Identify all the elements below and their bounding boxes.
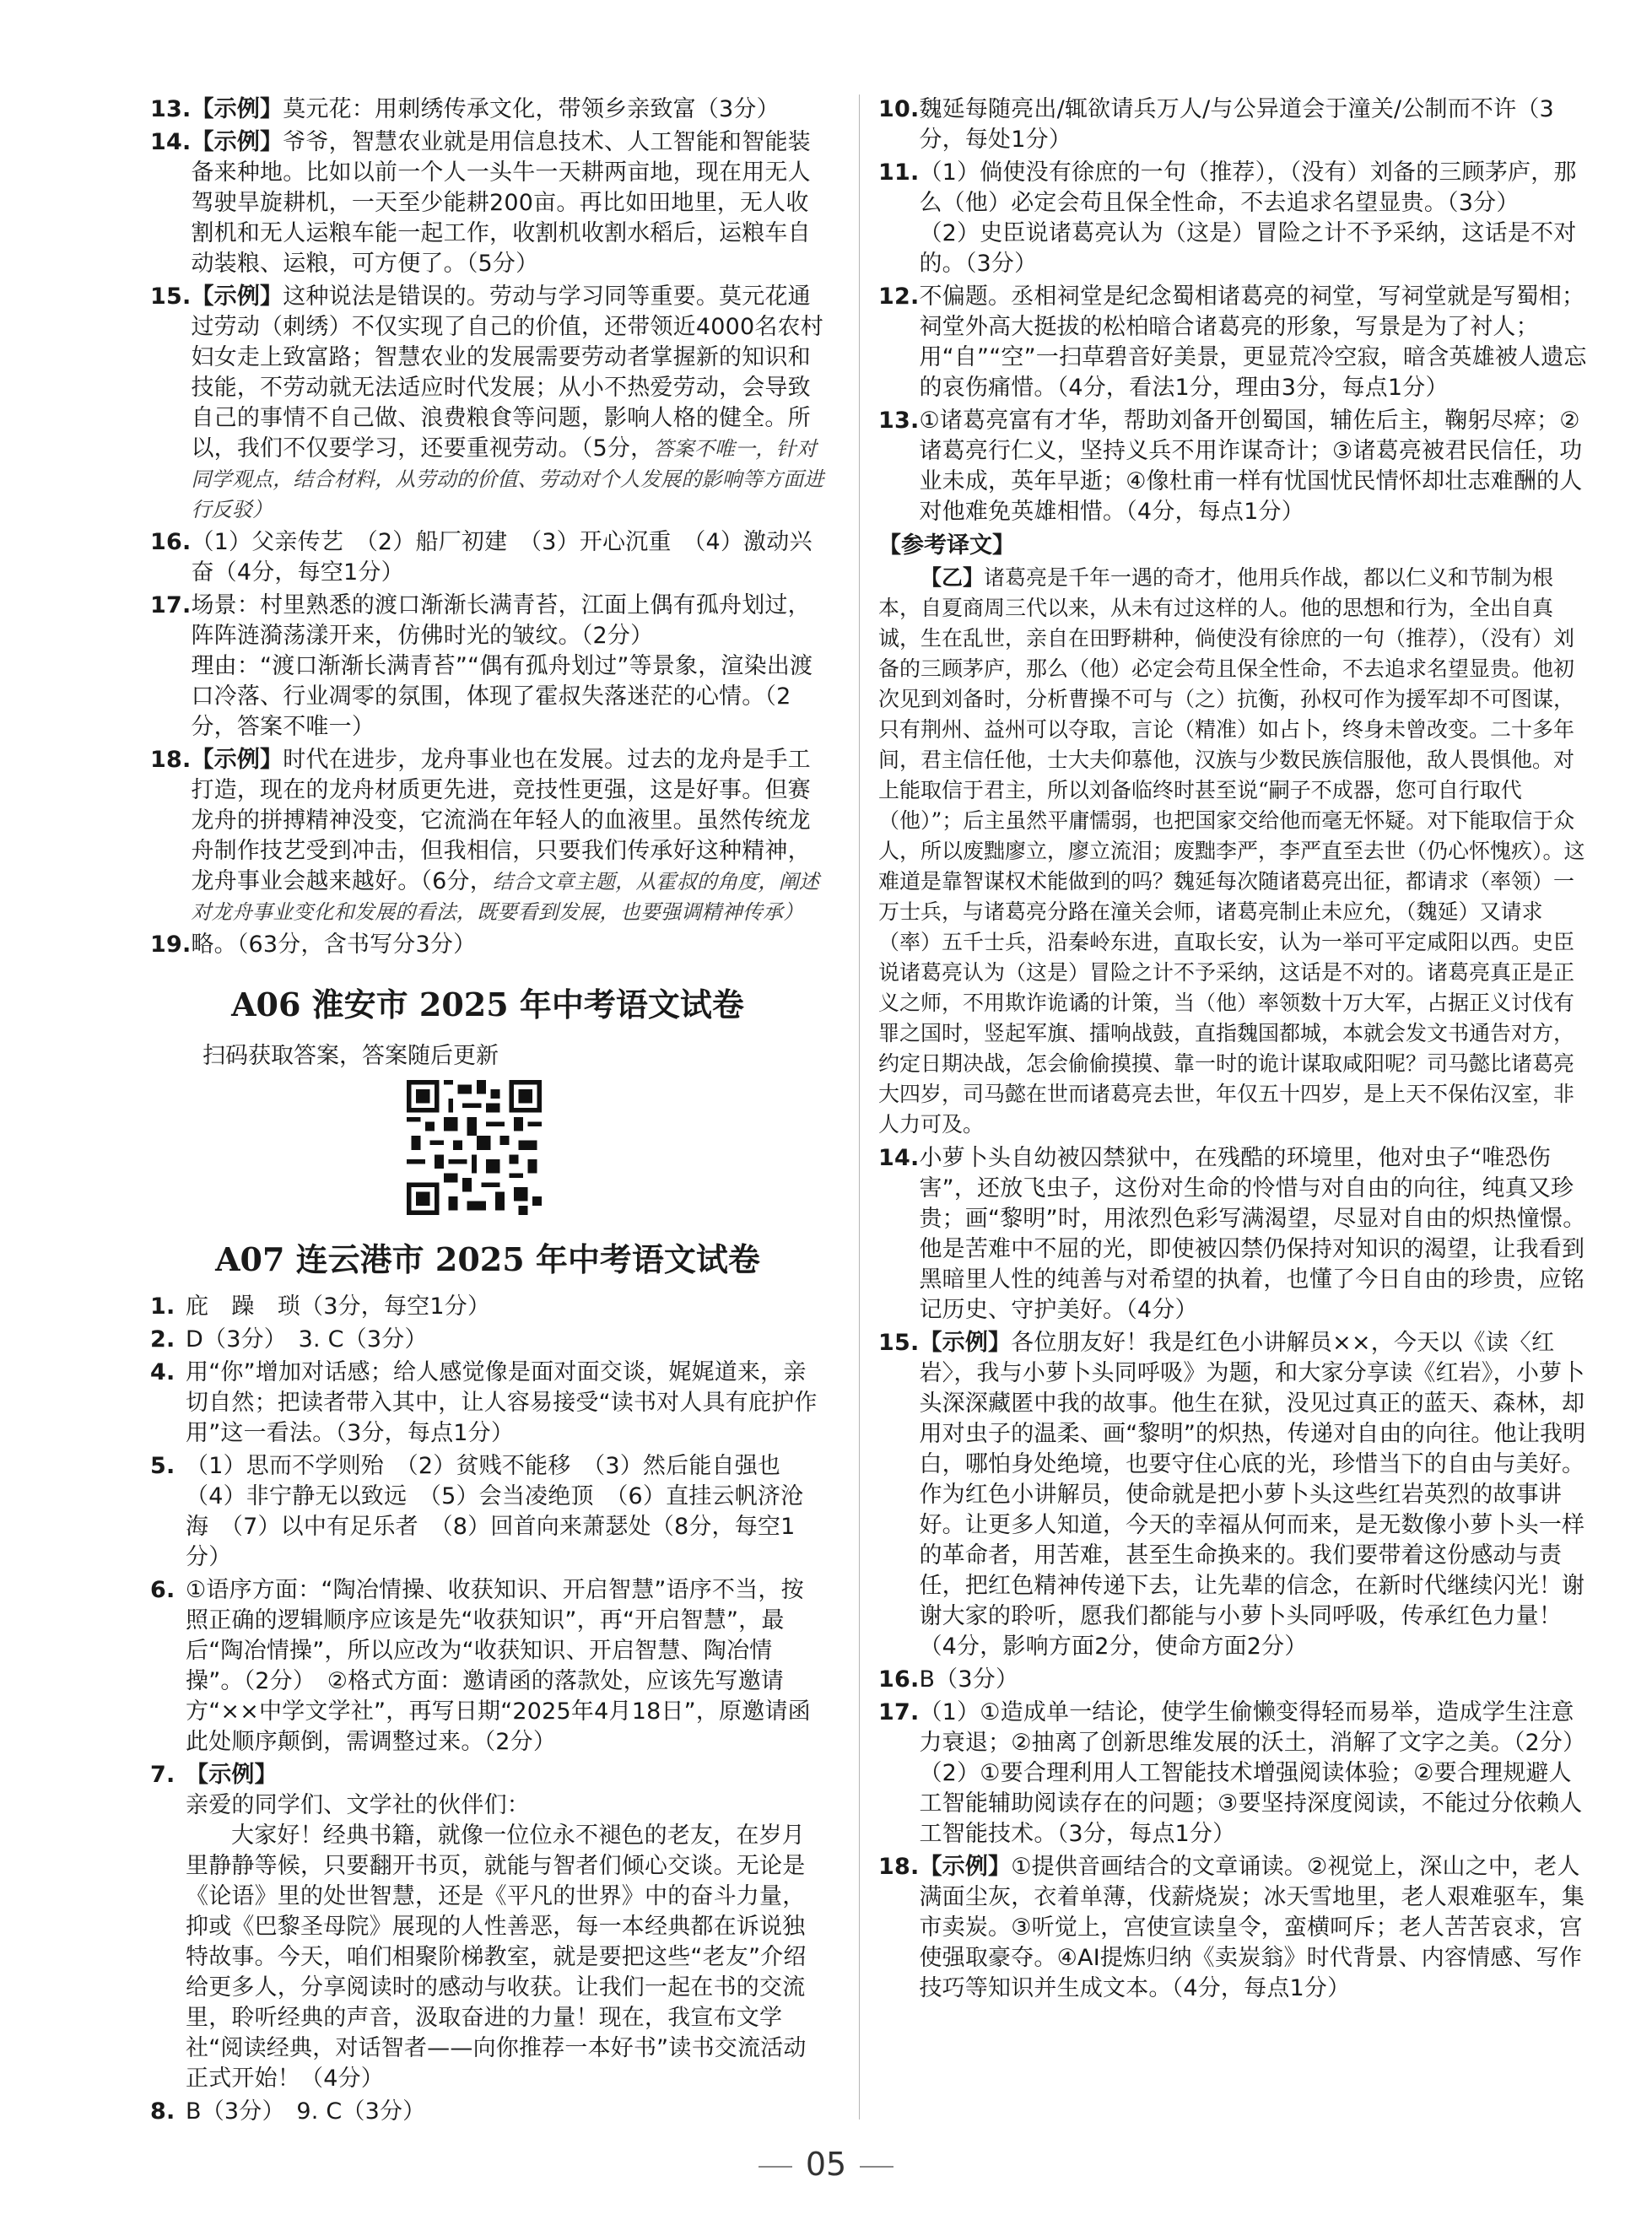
answer-text: ①提供音画结合的文章诵读。②视觉上，深山之中，老人满面尘灰，衣着单薄，伐薪烧炭；冰天雪地里，老人艰难驱车，集市卖炭。③听觉上，宫使宣读皇令，蛮横呵斥；老人苦苦哀求，宫使强取豪夺。④AI提炼归纳《卖炭翁》时代背景、内容情感、写作技巧等知识并生成文本。（4分，每点1分）	[919, 1854, 1585, 2001]
answer-text: 庇 躁 琐（3分，每空1分）	[186, 1293, 491, 1320]
answer-number: 8.	[150, 2098, 175, 2125]
answer-body	[191, 282, 825, 525]
scoring-note: 结合文章主题，从霍叔的角度，阐述对龙舟事业变化和发展的看法，既要看到发展，也要强调精神传承）	[191, 870, 820, 924]
answer-body	[191, 745, 825, 927]
example-tag: 【示例】	[186, 1762, 278, 1788]
answer-number: 15.	[878, 1330, 920, 1356]
answer-text: 时代在进步，龙舟事业也在发展。过去的龙舟是手工打造，现在的龙舟材质更先进，竞技性更强，这是好事。但赛龙舟的拼搏精神没变，它流淌在年轻人的血液里。虽然传统龙舟制作技艺受到冲击，但我相信，只要我们传承好这种精神，龙舟事业会越来越好。（6分，	[191, 747, 811, 894]
answer-number: 19.	[150, 932, 192, 958]
answer-number: 18.	[150, 747, 192, 773]
page-number	[0, 2146, 1652, 2183]
answer-item	[878, 282, 1589, 403]
answer-body	[191, 591, 825, 742]
answer-body	[191, 930, 825, 960]
answer-number: 17.	[878, 1699, 920, 1725]
footer-dash-right	[860, 2166, 893, 2168]
answer-item	[878, 158, 1589, 279]
answer-item	[878, 1852, 1589, 2004]
answer-body	[186, 1451, 825, 1573]
answer-body	[919, 1852, 1589, 2004]
answer-body	[186, 1325, 825, 1355]
answer-subtext: （2）史臣说诸葛亮认为（这是）冒险之计不予采纳，这话是不对的。（3分）	[919, 220, 1577, 277]
answer-text: 场景：村里熟悉的渡口渐渐长满青苔，江面上偶有孤舟划过，阵阵涟漪荡漾开来，仿佛时光的皱纹。（2分）	[191, 592, 811, 649]
answer-text: 魏延每随亮出/辄欲请兵万人/与公异道会于潼关/公制而不许（3分，每处1分）	[919, 96, 1554, 153]
section-title-a06: A06 淮安市 2025 年中考语文试卷	[231, 986, 744, 1023]
answer-number: 17.	[150, 592, 192, 618]
answer-item	[878, 1143, 1589, 1326]
answer-item	[150, 527, 825, 588]
page-number-text: 05	[805, 2146, 847, 2183]
answer-text: 莫元花：用刺绣传承文化，带领乡亲致富（3分）	[283, 96, 780, 122]
answer-item	[150, 1325, 825, 1355]
answer-subtext: 理由：“渡口渐渐长满青苔”“偶有孤舟划过”等景象，渲染出渡口冷落、行业凋零的氛围，体现了霍叔失落迷茫的心情。（2分，答案不唯一）	[191, 653, 813, 740]
answer-body	[919, 1143, 1589, 1326]
translation-text: 诸葛亮是千年一遇的奇才，他用兵作战，都以仁义和节制为根本，自夏商周三代以来，从未有过这样的人。他的思想和行为，全出自真诚，生在乱世，亲自在田野耕种，倘使没有徐庶的一句（推荐），（没有）刘备的三顾茅庐，那么（他）必定会苟且保全性命，不去追求名望显贵。他初次见到刘备时，分析曹操不可与（之）抗衡，孙权可作为援军却不可图谋，只有荆州、益州可以夺取，言论（精准）如占卜，终身未曾改变。二十多年间，君主信任他，士大夫仰慕他，汉族与少数民族信服他，敌人畏惧他。对上能取信于君主，所以刘备临终时甚至说“嗣子不成器，您可自行取代（他）”；后主虽然平庸懦弱，也把国家交给他而毫无怀疑。对下能取信于众人，所以废黜廖立，廖立流泪；废黜李严，李严直至去世（仍心怀愧疚）。这难道是靠智谋权术能做到的吗？魏延每次随诸葛亮出征，都请求（率领）一万士兵，与诸葛亮分路在潼关会师，诸葛亮制止未应允，（魏延）又请求（率）五千士兵，沿秦岭东进，直取长安，认为一举可平定咸阳以西。史臣说诸葛亮认为（这是）冒险之计不予采纳，这话是不对的。诸葛亮真正是正义之师，不用欺诈诡谲的计策，当（他）率领数十万大军，占据正义讨伐有罪之国时，竖起军旗、擂响战鼓，直指魏国都城，本就会发文书通告对方，约定日期决战，怎会偷偷摸摸、靠一时的诡计谋取咸阳呢？司马懿比诸葛亮大四岁，司马懿在世而诸葛亮去世，年仅五十四岁，是上天不保佑汉室，非人力可及。	[878, 565, 1585, 1137]
answer-text: 略。（63分，含书写分3分）	[191, 932, 477, 958]
answer-item	[150, 591, 825, 742]
answer-text: 这种说法是错误的。劳动与学习同等重要。莫元花通过劳动（刺绣）不仅实现了自己的价值，还带领近4000名农村妇女走上致富路；智慧农业的发展需要劳动者掌握新的知识和技能，不劳动就无法适应时代发展；从小不热爱劳动，会导致自己的事情不自己做、浪费粮食等问题，影响人格的健全。所以，我们不仅要学习，还要重视劳动。（5分，	[191, 284, 823, 462]
answer-body	[191, 127, 825, 279]
answer-text: B（3分） 9. C（3分）	[186, 2098, 426, 2125]
answer-text: D（3分） 3. C（3分）	[186, 1326, 428, 1353]
example-tag: 【示例】	[191, 129, 283, 155]
answer-body	[919, 1328, 1589, 1662]
answer-item	[150, 1451, 825, 1573]
answer-text: 爷爷，智慧农业就是用信息技术、人工智能和智能装备来种地。比如以前一个人一头牛一天耕两亩地，现在用无人驾驶旱旋耕机，一天至少能耕200亩。再比如田地里，无人收割机和无人运粮车能一起工作，收割机收割水稻后，运粮车自动装粮、运粮，可方便了。（5分）	[191, 129, 811, 277]
answer-body	[919, 1698, 1589, 1850]
answer-item	[150, 1358, 825, 1449]
answer-number: 18.	[878, 1854, 920, 1880]
left-column	[150, 94, 825, 2130]
reference-translation	[878, 563, 1589, 1140]
answer-body	[919, 158, 1589, 279]
letter-greeting: 亲爱的同学们、文学社的伙伴们：	[186, 1792, 530, 1818]
answer-number: 5.	[150, 1453, 175, 1479]
answer-body	[186, 1575, 825, 1758]
answers-classical	[878, 94, 1589, 527]
answer-text: （1）①造成单一结论，使学生偷懒变得轻而易举，造成学生注意力衰退；②抽离了创新思维发展的沃土，消解了文字之美。（2分）	[919, 1699, 1586, 1756]
translation-tag: 【乙】	[920, 565, 985, 590]
answer-number: 12.	[878, 284, 920, 310]
answer-item	[878, 1328, 1589, 1662]
reference-translation-heading: 【参考译文】	[878, 532, 1015, 559]
answer-text: B（3分）	[919, 1666, 1019, 1693]
answer-number: 13.	[878, 408, 920, 434]
qr-code[interactable]	[407, 1080, 542, 1215]
example-tag: 【示例】	[919, 1854, 1012, 1880]
answer-body	[186, 1292, 825, 1322]
answer-number: 14.	[878, 1145, 920, 1171]
answer-text: 各位朋友好！我是红色小讲解员××，今天以《读〈红岩〉，我与小萝卜头同呼吸》为题，和大家分享读《红岩》，小萝卜头深深藏匿中我的故事。他生在狱，没见过真正的蓝天、森林，却用对虫子的温柔、画“黎明”的炽热，传递对自由的向往。他让我明白，哪怕身处绝境，也要守住心底的光，珍惜当下的自由与美好。作为红色小讲解员，使命就是把小萝卜头这些红岩英烈的故事讲好。让更多人知道，今天的幸福从何而来，是无数像小萝卜头一样的革命者，用苦难，甚至生命换来的。我们要带着这份感动与责任，把红色精神传递下去，让先辈的信念，在新时代继续闪光！谢谢大家的聆听，愿我们都能与小萝卜头同呼吸，传承红色力量！（4分，影响方面2分，使命方面2分）	[919, 1330, 1586, 1660]
answer-item	[878, 94, 1589, 155]
answer-7	[150, 1760, 825, 2094]
answer-number: 10.	[878, 96, 920, 122]
example-tag: 【示例】	[191, 284, 283, 310]
answer-number: 16.	[878, 1666, 920, 1693]
answer-text: （1）倘使没有徐庶的一句（推荐），（没有）刘备的三顾茅庐，那么（他）必定会苟且保全性命，不去追求名望显贵。（3分）	[919, 159, 1577, 216]
answer-item	[150, 1292, 825, 1322]
answer-number: 1.	[150, 1293, 175, 1320]
answer-8	[150, 2097, 825, 2127]
answer-item	[150, 745, 825, 927]
answer-item	[150, 127, 825, 279]
answer-number: 14.	[150, 129, 192, 155]
answer-text: （1）思而不学则殆 （2）贫贱不能移 （3）然后能自强也 （4）非宁静无以致远 （5）会当凌绝顶 （6）直挂云帆济沧海 （7）以中有足乐者 （8）回首向来萧瑟处（8分，每空1分）	[186, 1453, 804, 1570]
answers-a05-tail	[150, 94, 825, 960]
answer-body	[919, 94, 1589, 155]
answer-item	[878, 406, 1589, 527]
answer-number: 4.	[150, 1359, 175, 1385]
answer-body	[191, 94, 825, 125]
right-column	[859, 94, 1589, 2120]
scoring-note: 答案不唯一，针对同学观点，结合材料，从劳动的价值、劳动对个人发展的影响等方面进行反驳）	[191, 437, 824, 521]
answer-item	[150, 1575, 825, 1758]
answer-item	[150, 930, 825, 960]
answer-number: 16.	[150, 529, 192, 555]
section-title-a07: A07 连云港市 2025 年中考语文试卷	[215, 1240, 760, 1278]
answer-body	[919, 282, 1589, 403]
answer-body	[191, 527, 825, 588]
answer-number: 6.	[150, 1577, 175, 1603]
answer-body	[186, 1358, 825, 1449]
answer-body	[186, 1760, 825, 2094]
example-tag: 【示例】	[191, 747, 283, 773]
example-tag: 【示例】	[919, 1330, 1012, 1356]
answer-body	[919, 406, 1589, 527]
footer-dash-left	[759, 2166, 792, 2168]
example-tag: 【示例】	[191, 96, 283, 122]
answer-number: 15.	[150, 284, 192, 310]
answer-item	[878, 1698, 1589, 1850]
answer-text: ①语序方面：“陶冶情操、收获知识、开启智慧”语序不当，按照正确的逻辑顺序应该是先“收获知识”，再“开启智慧”，最后“陶冶情操”，所以应改为“收获知识、开启智慧、陶冶情操”。（2分） ②格式方面：邀请函的落款处，应该先写邀请方“××中学文学社”，再写日期“2025年4月18日”，原邀请函此处顺序颠倒，需调整过来。（2分）	[186, 1577, 811, 1755]
answer-text: 用“你”增加对话感；给人感觉像是面对面交谈，娓娓道来，亲切自然；把读者带入其中，让人容易接受“读书对人具有庇护作用”这一看法。（3分，每点1分）	[186, 1359, 818, 1446]
answer-text: 不偏题。丞相祠堂是纪念蜀相诸葛亮的祠堂，写祠堂就是写蜀相；祠堂外高大挺拔的松柏暗合诸葛亮的形象，写景是为了衬人；用“自”“空”一扫草碧音好美景，更显荒冷空寂，暗含英雄被人遗忘的哀伤痛惜。（4分，看法1分，理由3分，每点1分）	[919, 284, 1587, 401]
answer-text: （1）父亲传艺 （2）船厂初建 （3）开心沉重 （4）激动兴奋（4分，每空1分）	[191, 529, 813, 586]
answer-number: 11.	[878, 159, 920, 186]
answer-item	[150, 282, 825, 525]
answer-body	[919, 1665, 1589, 1695]
answer-item	[878, 1665, 1589, 1695]
answer-item	[150, 94, 825, 125]
answer-text: 小萝卜头自幼被囚禁狱中，在残酷的环境里，他对虫子“唯恐伤害”，还放飞虫子，这份对生命的怜惜与对自由的向往，纯真又珍贵；画“黎明”时，用浓烈色彩写满渴望，尽显对自由的炽热憧憬。他是苦难中不屈的光，即使被囚禁仍保持对知识的渴望，让我看到黑暗里人性的纯善与对希望的执着，也懂了今日自由的珍贵，应铭记历史、守护美好。（4分）	[919, 1145, 1586, 1323]
letter-paragraph: 大家好！经典书籍，就像一位位永不褪色的老友，在岁月里静静等候，只要翻开书页，就能与智者们倾心交谈。无论是《论语》里的处世智慧，还是《平凡的世界》中的奋斗力量，抑或《巴黎圣母院》展现的人性善恶，每一本经典都在诉说独特故事。今天，咱们相聚阶梯教室，就是要把这些“老友”介绍给更多人，分享阅读时的感动与收获。让我们一起在书的交流里，聆听经典的声音，汲取奋进的力量！现在，我宣布文学社“阅读经典，对话智者——向你推荐一本好书”读书交流活动正式开始！（4分）	[186, 1822, 807, 2092]
answers-a07	[150, 1292, 825, 1758]
answers-reading	[878, 1143, 1589, 2004]
answer-number: 2.	[150, 1326, 175, 1353]
answer-text: ①诸葛亮富有才华，帮助刘备开创蜀国，辅佐后主，鞠躬尽瘁；②诸葛亮行仁义，坚持义兵不用诈谋奇计；③诸葛亮被君民信任，功业未成，英年早逝；④像杜甫一样有忧国忧民情怀却壮志难酬的人对他难免英雄相惜。（4分，每点1分）	[919, 408, 1583, 525]
scan-note: 扫码获取答案，答案随后更新	[202, 1043, 499, 1069]
answer-number: 7.	[150, 1762, 175, 1788]
answer-subtext: （2）①要合理利用人工智能技术增强阅读体验；②要合理规避人工智能辅助阅读存在的问题；③要坚持深度阅读，不能过分依赖人工智能技术。（3分，每点1分）	[919, 1760, 1583, 1847]
answer-number: 13.	[150, 96, 192, 122]
